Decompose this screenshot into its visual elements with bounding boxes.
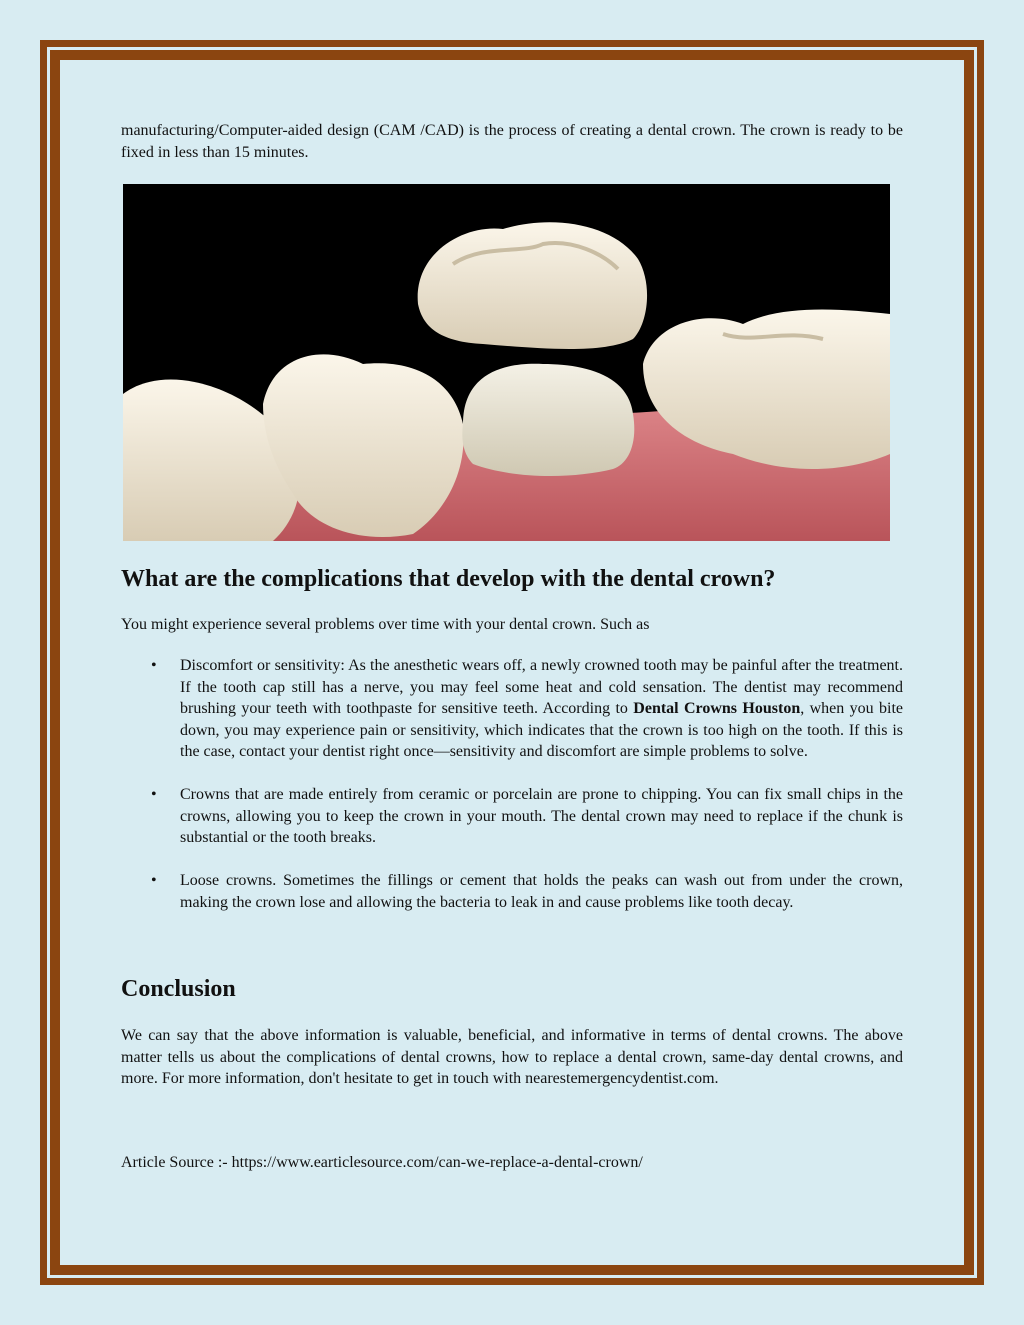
bullet-icon: • [151, 657, 157, 674]
bullet-text: Crowns that are made entirely from ceramic or porcelain are prone to chipping. You can fix small chips in the crowns, allowing you to keep the crown in your mouth. The dental crown may need to replace if the chunk is substantial or the tooth breaks. [180, 786, 903, 846]
complications-list [121, 655, 903, 935]
bullet-text-start: Discomfort or sensitivity: As the anesthetic wears off, a newly crowned tooth may be painful after the treatment. If the tooth cap still has a nerve, you may feel some heat and cold sensation. The dentist may recommend brushing your teeth with toothpaste for sensitive teeth. According to [180, 657, 903, 717]
list-item [121, 870, 903, 913]
article-source: Article Source :- https://www.earticlesource.com/can-we-replace-a-dental-crown/ [121, 1154, 643, 1171]
dental-crown-icon [123, 184, 890, 541]
conclusion-paragraph: We can say that the above information is valuable, beneficial, and informative in terms of dental crowns. The above matter tells us about the complications of dental crowns, how to replace a dental crown, same-day dental crowns, and more. For more information, don't hesitate to get in touch with nearestemergencydentist.com. [121, 1027, 903, 1087]
complications-lead: You might experience several problems over time with your dental crown. Such as [121, 616, 650, 633]
bullet-text-end: , when you bite down, you may experience pain or sensitivity, which indicates that the crown is too high on the tooth. If this is the case, contact your dentist right once—sensitivity and discomfort are simple problems to solve. [180, 700, 904, 760]
dental-crowns-houston-link[interactable]: Dental Crowns Houston [633, 700, 801, 717]
bullet-icon: • [151, 872, 157, 889]
complications-heading: What are the complications that develop with the dental crown? [121, 566, 776, 592]
dental-crown-illustration [123, 184, 890, 541]
bullet-text: Loose crowns. Sometimes the fillings or cement that holds the peaks can wash out from under the crown, making the crown lose and allowing the bacteria to leak in and cause problems like tooth decay. [180, 872, 903, 911]
bullet-icon: • [151, 786, 157, 803]
list-item [121, 784, 903, 849]
list-item [121, 655, 903, 763]
conclusion-heading: Conclusion [121, 976, 236, 1002]
intro-paragraph: manufacturing/Computer-aided design (CAM /CAD) is the process of creating a dental crown. The crown is ready to be fixed in less than 15 minutes. [121, 122, 903, 161]
